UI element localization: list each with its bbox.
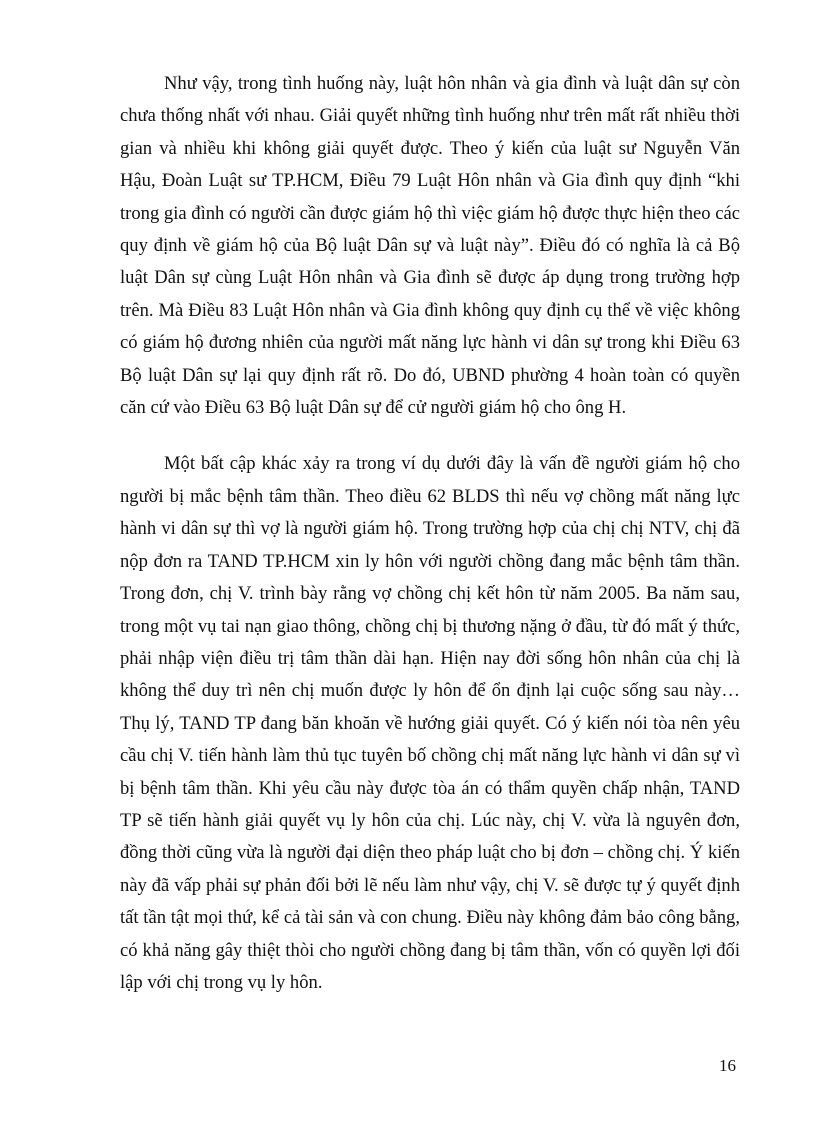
page-number: 16	[719, 1056, 736, 1075]
document-body	[120, 68, 740, 999]
paragraph-2: Một bất cập khác xảy ra trong ví dụ dưới đây là vấn đề người giám hộ cho người bị mắc bệnh tâm thần. Theo điều 62 BLDS thì nếu vợ chồng mất năng lực hành vi dân sự thì vợ là người giám hộ. Trong trường hợp của chị chị NTV, chị đã nộp đơn ra TAND TP.HCM xin ly hôn với người chồng đang mắc bệnh tâm thần. Trong đơn, chị V. trình bày rằng vợ chồng chị kết hôn từ năm 2005. Ba năm sau, trong một vụ tai nạn giao thông, chồng chị bị thương nặng ở đầu, từ đó mất ý thức, phải nhập viện điều trị tâm thần dài hạn. Hiện nay đời sống hôn nhân của chị là không thể duy trì nên chị muốn được ly hôn để ổn định lại cuộc sống sau này…Thụ lý, TAND TP đang băn khoăn về hướng giải quyết. Có ý kiến nói tòa nên yêu cầu chị V. tiến hành làm thủ tục tuyên bố chồng chị mất năng lực hành vi dân sự vì bị bệnh tâm thần. Khi yêu cầu này được tòa án có thẩm quyền chấp nhận, TAND TP sẽ tiến hành giải quyết vụ ly hôn của chị. Lúc này, chị V. vừa là nguyên đơn, đồng thời cũng vừa là người đại diện theo pháp luật cho bị đơn – chồng chị. Ý kiến này đã vấp phải sự phản đối bởi lẽ nếu làm như vậy, chị V. sẽ được tự ý quyết định tất tần tật mọi thứ, kể cả tài sản và con chung. Điều này không đảm bảo công bằng, có khả năng gây thiệt thòi cho người chồng đang bị tâm thần, vốn có quyền lợi đối lập với chị trong vụ ly hôn.	[120, 453, 740, 993]
paragraph-1: Như vậy, trong tình huống này, luật hôn nhân và gia đình và luật dân sự còn chưa thống nhất với nhau. Giải quyết những tình huống như trên mất rất nhiều thời gian và nhiều khi không giải quyết được. Theo ý kiến của luật sư Nguyễn Văn Hậu, Đoàn Luật sư TP.HCM, Điều 79 Luật Hôn nhân và Gia đình quy định “khi trong gia đình có người cần được giám hộ thì việc giám hộ được thực hiện theo các quy định về giám hộ của Bộ luật Dân sự và luật này”. Điều đó có nghĩa là cả Bộ luật Dân sự cùng Luật Hôn nhân và Gia đình sẽ được áp dụng trong trường hợp trên. Mà Điều 83 Luật Hôn nhân và Gia đình không quy định cụ thể về việc không có giám hộ đương nhiên của người mất năng lực hành vi dân sự trong khi Điều 63 Bộ luật Dân sự lại quy định rất rõ. Do đó, UBND phường 4 hoàn toàn có quyền căn cứ vào Điều 63 Bộ luật Dân sự để cử người giám hộ cho ông H.	[120, 73, 740, 419]
